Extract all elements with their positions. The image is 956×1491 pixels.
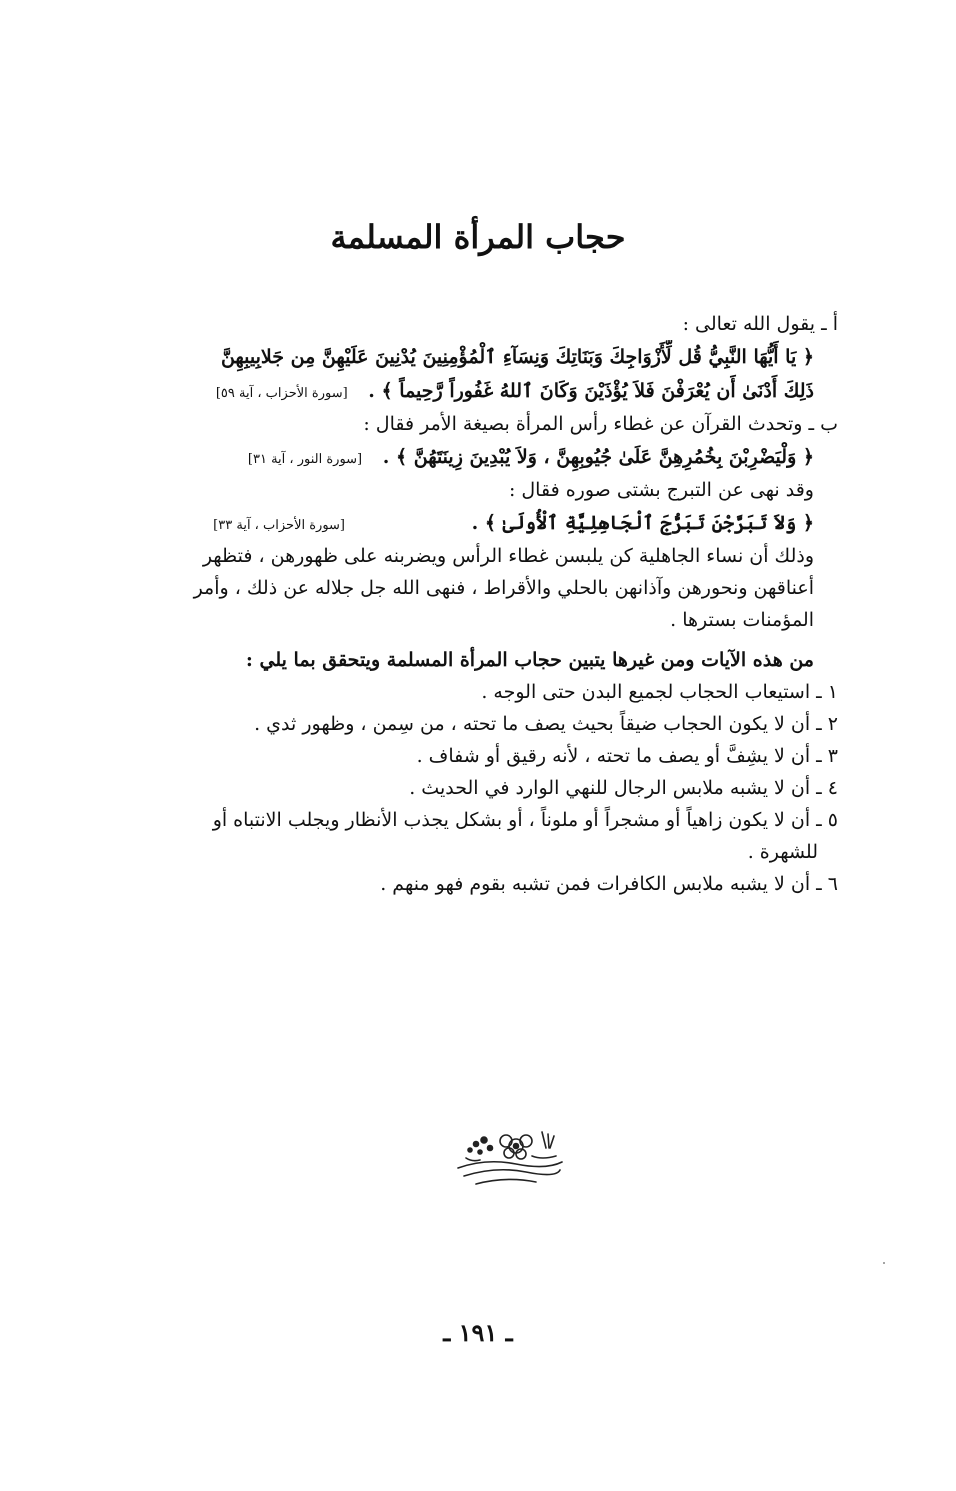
verse-ahzab-59-line2: [116, 374, 838, 408]
verse-reference: [سورة الأحزاب ، آية ٥٩]: [215, 386, 348, 401]
conditions-list: [116, 676, 838, 900]
list-item: ٥ ـ أن لا يكون زاهياً أو مشجراً أو ملوناً ، أو بشكل يجذب الأنظار ويجلب الانتباه أو: [212, 809, 838, 831]
list-item: ٣ ـ أن لا يشِفَّ أو يصف ما تحته ، لأنه رقيق أو شفاف .: [416, 745, 838, 767]
tabarruj-intro: وقد نهى عن التبرج بشتى صوره فقال :: [508, 479, 814, 501]
verse-text: ذَلِكَ أَدْنَىٰ أَن يُعْرَفْنَ فَلاَ يُؤْذَيْنَ وَكَانَ ٱللهُ غَفُوراً رَّحِيماً ﴾ .: [368, 380, 814, 402]
verse-ahzab-59-line1: ﴿ يَا أَيُّهَا النَّبِيُّ قُل لِّأَزْوَاجِكَ وَبَنَاتِكَ وَنِسَآءِ ٱلْمُؤْمِنِينَ يُدْنِينَ عَلَيْهِنَّ مِن جَلابِيبِهِنَّ: [220, 346, 814, 368]
verse-ahzab-33: [116, 506, 838, 540]
list-item-continuation: للشهرة .: [747, 841, 818, 863]
list-item: ١ ـ استيعاب الحجاب لجميع البدن حتى الوجه .: [481, 681, 838, 703]
page-speck: [883, 1262, 885, 1264]
explanation-line: المؤمنات بسترها .: [670, 609, 814, 631]
page-body: [116, 308, 838, 900]
page-number: ـ ١٩١ ـ: [443, 1318, 513, 1347]
verse-text: ﴿ وَلاَ تَبَرَّجْنَ تَبَرُّجَ ٱلْجَاهِلِيَّةِ ٱلْأُولَىٰ ﴾ .: [471, 512, 814, 534]
page-title: حجاب المرأة المسلمة: [330, 218, 626, 256]
verse-nur-31: [116, 440, 838, 474]
verse-text: ﴿ وَلْيَضْرِبْنَ بِخُمُرِهِنَّ عَلَىٰ جُيُوبِهِنَّ ، وَلاَ يُبْدِينَ زِينَتَهُنَّ ﴾ .: [382, 446, 814, 468]
verse-reference: [سورة النور ، آية ٣١]: [247, 452, 363, 467]
explanation-line: وذلك أن نساء الجاهلية كن يلبسن غطاء الرأس ويضربنه على ظهورهن ، فتظهر: [202, 545, 814, 567]
conditions-heading: من هذه الآيات ومن غيرها يتبين حجاب المرأة المسلمة ويتحقق بما يلي :: [245, 649, 814, 671]
section-b-intro: ب ـ وتحدث القرآن عن غطاء رأس المرأة بصيغة الأمر فقال :: [363, 413, 838, 435]
list-item: ٢ ـ أن لا يكون الحجاب ضيقاً بحيث يصف ما تحته ، من سِمن ، وظهور ثدي .: [254, 713, 838, 735]
explanation-line: أعناقهن ونحورهن وآذانهن بالحلي والأقراط ، فنهى الله جل جلاله عن ذلك ، وأمر: [193, 577, 814, 599]
floral-ornament-icon: [446, 1128, 566, 1192]
verse-reference: [سورة الأحزاب ، آية ٣٣]: [213, 518, 345, 533]
section-a-intro: أ ـ يقول الله تعالى :: [682, 313, 838, 335]
list-item: ٦ ـ أن لا يشبه ملابس الكافرات فمن تشبه بقوم فهو منهم .: [380, 873, 838, 895]
list-item: ٤ ـ أن لا يشبه ملابس الرجال للنهي الوارد في الحديث .: [409, 777, 838, 799]
